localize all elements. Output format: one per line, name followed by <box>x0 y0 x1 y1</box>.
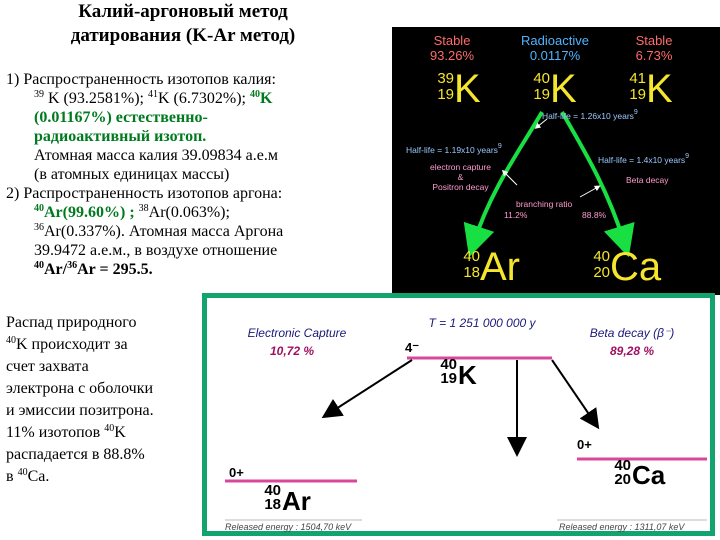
ar36-mass: 36 <box>34 222 44 233</box>
k40-a: 40 <box>533 70 550 87</box>
scheme-ca-a: 40 <box>593 248 610 265</box>
k40-z: 19 <box>533 86 550 103</box>
decay-scheme-dark <box>392 27 720 295</box>
beta-percent: 89,28 % <box>609 344 655 358</box>
p2-line4: 39.9472 а.е.м., в воздухе отношение <box>34 242 278 259</box>
ar38-text: Ar(0.063%); <box>148 204 230 221</box>
beta-title: Beta decay (β⁻) <box>589 326 675 340</box>
title-line-2: датирования (K-Ar метод) <box>70 25 296 46</box>
halflife-right <box>598 155 689 165</box>
stable-right-label <box>614 33 694 63</box>
radioactive-pct: 0.0117% <box>529 48 581 63</box>
bl-line6-a: 11% изотопов <box>6 424 105 441</box>
halflife-top <box>542 111 638 121</box>
k40-nuclide-numbers <box>528 71 550 103</box>
bl-line8 <box>6 466 206 488</box>
ec-line-3: Positron decay <box>432 182 489 192</box>
stable-left-label <box>412 33 492 63</box>
k41-mass: 41 <box>147 89 158 100</box>
bl-line8-mass: 40 <box>17 467 28 478</box>
potassium-paragraph <box>6 70 391 279</box>
ec-label <box>430 162 491 192</box>
ar-symbol: Ar <box>282 486 311 516</box>
ratio-b: Ar = 295.5. <box>77 261 153 278</box>
stable-left-pct: 93.26% <box>429 48 475 63</box>
chart-ca-z: 20 <box>614 471 631 488</box>
k39-mass: 39 <box>34 89 44 100</box>
bl-k40-mass: 40 <box>6 335 16 346</box>
decay-level-chart <box>202 293 715 536</box>
k-nuclide-numbers <box>435 358 457 386</box>
bl-line5: и эмиссии позитрона. <box>6 402 154 419</box>
ec-title: Electronic Capture <box>247 326 347 340</box>
halflife-left <box>406 145 502 155</box>
k-spin: 4⁻ <box>405 340 420 355</box>
p1-green-2: радиоактивный изотоп. <box>34 128 207 145</box>
ca-nuclide-numbers <box>609 459 631 487</box>
ar-nuclide-numbers <box>259 484 281 512</box>
halflife-left-exp: 9 <box>497 143 502 150</box>
bl-line4: электрона с оболочки <box>6 380 154 397</box>
p2-lead: 2) Распространенность изотопов аргона: <box>6 185 283 202</box>
ar40-text: Ar(99.60%) ; <box>44 204 135 221</box>
p2-isotopes <box>6 203 391 222</box>
scheme-ca-z: 20 <box>593 264 610 281</box>
ar-spin: 0+ <box>229 465 244 480</box>
bl-line8-b: Ca. <box>27 468 50 485</box>
ar40-symbol: Ar <box>480 245 520 289</box>
k40-text: K <box>259 90 273 107</box>
half-life-label: T = 1 251 000 000 y <box>428 316 536 330</box>
released-energy-left: Released energy : 1504,70 keV <box>225 522 352 532</box>
k39-a: 39 <box>437 70 454 87</box>
bl-line2 <box>6 334 206 356</box>
k41-nuclide-numbers <box>624 71 646 103</box>
bl-line6 <box>6 422 206 444</box>
ratio-mass-1: 40 <box>34 260 44 271</box>
k41-a: 41 <box>629 70 646 87</box>
stable-left-text: Stable <box>433 33 471 48</box>
k41-symbol: K <box>646 67 673 111</box>
halflife-left-text: Half-life = 1.19x10 years <box>406 145 498 155</box>
bl-line3: счет захвата <box>6 358 89 375</box>
k40-symbol: K <box>550 67 577 111</box>
p1-mass-1: Атомная масса калия 39.09834 а.е.м <box>34 147 279 164</box>
ar38-mass: 38 <box>138 203 149 214</box>
k39-nuclide-numbers <box>432 71 454 103</box>
halflife-right-text: Half-life = 1.4x10 years <box>598 155 686 165</box>
radioactive-label <box>510 33 600 63</box>
p2-ratio <box>6 260 391 279</box>
bl-line2-text: K происходит за <box>16 336 128 353</box>
ar36-text: Ar(0.337%). Атомная масса Аргона <box>44 223 284 240</box>
k-symbol: K <box>458 360 477 390</box>
ca40-nuclide-numbers <box>588 249 610 281</box>
k39-symbol: K <box>454 67 481 111</box>
decay-paragraph <box>6 312 206 488</box>
stable-right-text: Stable <box>635 33 673 48</box>
bl-line6-b: K <box>114 424 126 441</box>
chart-k-a: 40 <box>440 356 457 373</box>
released-energy-right: Released energy : 1311,07 keV <box>559 522 685 532</box>
branch-left-pct: 11.2% <box>504 210 528 220</box>
ca-spin: 0+ <box>577 437 592 452</box>
stable-right-pct: 6.73% <box>635 48 673 63</box>
p2-ar36 <box>6 222 391 241</box>
bl-line1: Распад природного <box>6 314 137 331</box>
ratio-mass-2: 36 <box>67 260 78 271</box>
ec-line-1: electron capture <box>430 162 491 172</box>
ca-symbol: Ca <box>632 460 666 490</box>
ratio-a: Ar/ <box>44 261 68 278</box>
bl-line7: распадается в 88.8% <box>6 446 145 463</box>
beta-label: Beta decay <box>626 175 669 185</box>
k39-z: 19 <box>437 86 454 103</box>
ca40-symbol: Ca <box>610 245 662 289</box>
chart-ca-a: 40 <box>614 457 631 474</box>
p1-mass-2: (в атомных единицах массы) <box>34 166 230 183</box>
bl-line8-a: в <box>6 468 18 485</box>
ar40-mass: 40 <box>34 203 44 214</box>
chart-k-z: 19 <box>440 370 457 387</box>
halflife-right-exp: 9 <box>685 153 690 160</box>
ec-line-2: & <box>457 172 464 182</box>
page-title <box>18 0 348 48</box>
halflife-top-text: Half-life = 1.26x10 years <box>542 111 634 121</box>
k41-text: K (6.7302%); <box>157 90 250 107</box>
branching-ratio-label: branching ratio <box>516 199 573 209</box>
k40-mass: 40 <box>249 89 260 100</box>
ec-percent: 10,72 % <box>269 344 315 358</box>
p1-green-1: (0.01167%) естественно- <box>34 109 208 126</box>
p1-lead: 1) Распространенность изотопов калия: <box>6 71 276 88</box>
k39-text: K (93.2581%); <box>44 90 148 107</box>
bl-line6-mass: 40 <box>104 423 115 434</box>
k41-z: 19 <box>629 86 646 103</box>
title-line-1: Калий-аргоновый метод <box>78 1 288 22</box>
scheme-ar-a: 40 <box>463 248 480 265</box>
ar40-nuclide-numbers <box>458 249 480 281</box>
scheme-ar-z: 18 <box>463 264 480 281</box>
branch-right-pct: 88.8% <box>582 210 607 220</box>
p1-isotopes <box>6 89 391 108</box>
chart-ar-a: 40 <box>264 482 281 499</box>
radioactive-text: Radioactive <box>521 33 589 48</box>
chart-ar-z: 18 <box>264 496 281 513</box>
halflife-top-exp: 9 <box>633 109 638 116</box>
